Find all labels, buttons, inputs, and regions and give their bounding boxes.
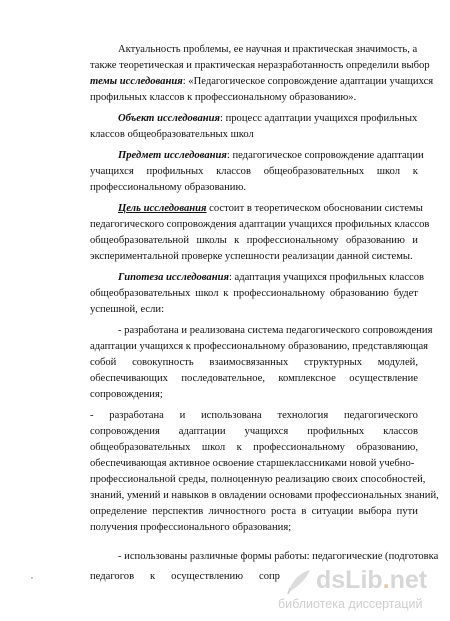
paragraph-line: Актуальность проблемы, ее научная и практическая значимость, а	[118, 44, 418, 55]
paragraph-line: педагогов к осуществлению сопр	[90, 571, 280, 582]
justified-line: обеспечивающих последовательное, комплексное осуществление	[90, 373, 418, 384]
paragraph-line: педагогического сопровождения адаптации учащихся профильных классов	[90, 219, 430, 230]
paragraph-line: успешной, если:	[90, 304, 165, 315]
list-item-line: - разработана и использована технология педагогического	[90, 410, 418, 421]
list-item-line: - разработана и реализована система педагогического сопровождения	[118, 325, 433, 336]
justified-line: сопровождения адаптации учащихся профильных классов	[90, 426, 418, 437]
hypothesis-term: Гипотеза исследования	[118, 272, 229, 283]
quill-pen-icon	[284, 568, 314, 596]
justified-line: общеобразовательных школ к профессиональному образованию будет	[90, 288, 418, 299]
object-term: Объект исследования	[118, 113, 220, 124]
justified-line: общеобразовательных школ к профессиональному образованию,	[90, 442, 418, 453]
paragraph-line: Гипотеза исследования: адаптация учащихся профильных классов	[118, 272, 425, 283]
paragraph-line: экспериментальной проверке успешности реализации данной системы.	[90, 251, 413, 262]
goal-term: Цель исследования	[118, 203, 207, 214]
paragraph-line: получения профессионального образования;	[90, 522, 292, 533]
paragraph-line: темы исследования: «Педагогическое сопровождение адаптации учащихся	[90, 76, 434, 87]
paragraph-line: профессиональному образованию.	[90, 182, 247, 193]
paragraph-line: сопровождения;	[90, 389, 163, 400]
paragraph-line: обеспечивающая активное освоение старшеклассниками новой учебно-	[90, 458, 415, 469]
justified-line: определение перспектив личностного роста в ситуации выбора пути	[90, 506, 418, 517]
justified-line: учащихся профильных классов общеобразовательных школ к	[90, 166, 418, 177]
justified-line: собой совокупность взаимосвязанных структурных модулей,	[90, 357, 418, 368]
paragraph-line: профильных классов к профессиональному образованию».	[90, 92, 357, 103]
paragraph-line: знаний, умений и навыков в овладении основами профессиональных знаний,	[90, 490, 439, 501]
justified-line: общеобразовательной школы к профессиональному образованию и	[90, 235, 418, 246]
paragraph-line: адаптации учащихся к профессиональному образованию, представляющая	[90, 341, 429, 352]
paragraph-line: также теоретическая и практическая неразработанность определили выбор	[90, 60, 430, 71]
margin-mark: ,	[31, 571, 33, 580]
topic-term: темы исследования	[90, 76, 183, 87]
paragraph-line: Объект исследования: процесс адаптации учащихся профильных	[118, 113, 418, 124]
paragraph-line: Предмет исследования: педагогическое сопровождение адаптации	[118, 150, 424, 161]
watermark-logo: dsLib.net	[316, 566, 428, 594]
subject-term: Предмет исследования	[118, 150, 227, 161]
watermark	[278, 566, 443, 616]
paragraph-line: Цель исследования состоит в теоретическом обосновании системы	[118, 203, 423, 214]
paragraph-line: профессиональной среды, полноценную реализацию своих способностей,	[90, 474, 426, 485]
watermark-subtitle: библиотека диссертаций	[278, 597, 423, 611]
paragraph-line: классов общеобразовательных школ	[90, 129, 254, 140]
list-item-line: - использованы различные формы работы: педагогические (подготовка	[118, 551, 439, 562]
